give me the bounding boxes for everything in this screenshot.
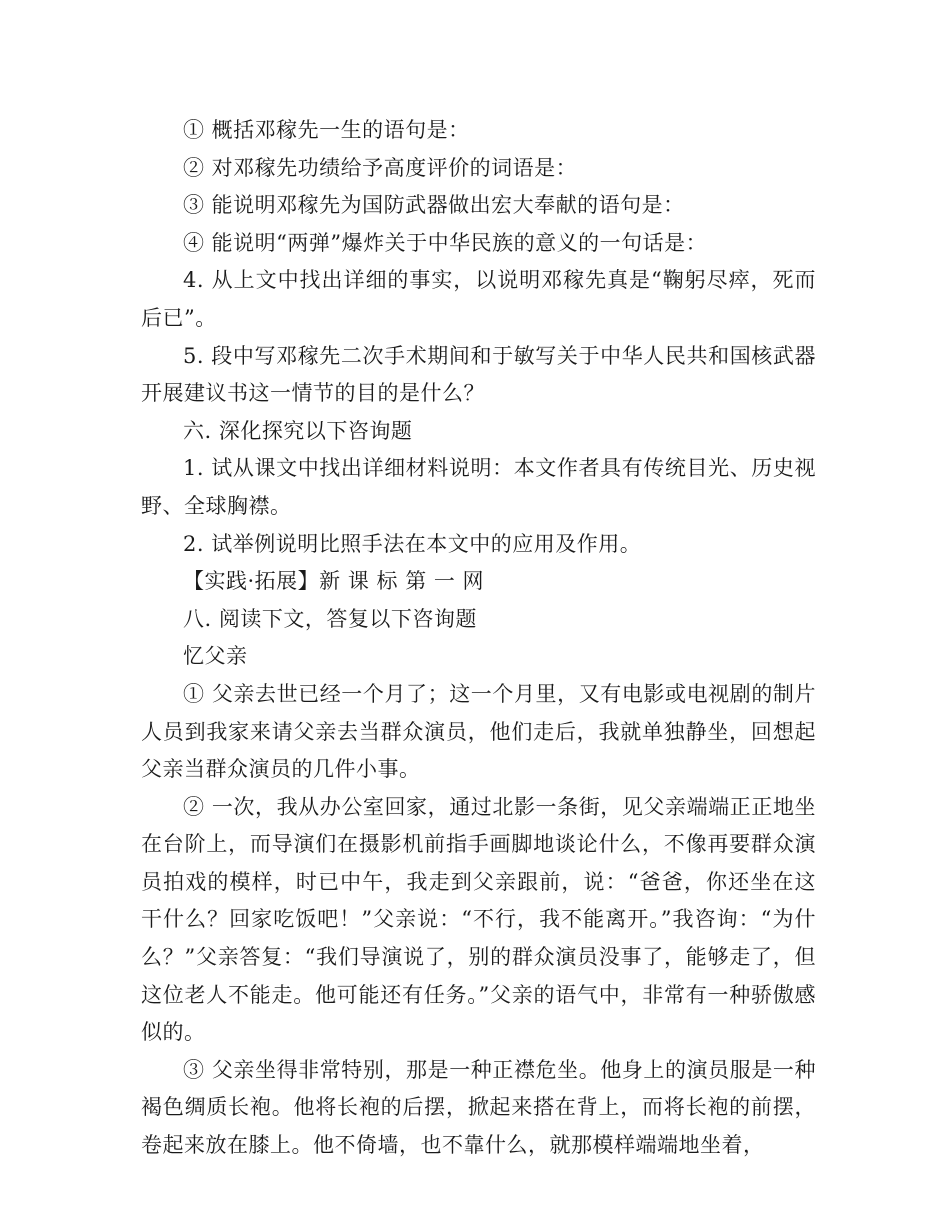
section-heading-practice: 【实践·拓展】新 课 标 第 一 网	[183, 569, 485, 594]
question-6-2: 2. 试举例说明比照手法在本文中的应用及作用。	[183, 531, 642, 556]
section-heading-6: 六. 深化探究以下咨询题	[183, 418, 413, 443]
question-item-3: ③ 能说明邓稼先为国防武器做出宏大奉献的语句是：	[183, 193, 685, 218]
article-title: 忆父亲	[183, 644, 248, 669]
question-item-1: ① 概括邓稼先一生的语句是：	[183, 118, 470, 142]
question-item-4: ④ 能说明“两弹”爆炸关于中华民族的意义的一句话是：	[183, 230, 708, 255]
question-6-1: 1. 试从课文中找出详细材料说明：本文作者具有传统目光、历史视野、全球胸襟。	[141, 456, 816, 518]
question-5: 5. 段中写邓稼先二次手术期间和于敏写关于中华人民共和国核武器开展建议书这一情节的目的是什么？	[141, 343, 816, 406]
question-item-2: ② 对邓稼先功绩给予高度评价的词语是：	[183, 155, 578, 180]
article-paragraph-3: ③ 父亲坐得非常特别，那是一种正襟危坐。他身上的演员服是一种褐色绸质长袍。他将长袍的后摆，掀起来搭在背上，而将长袍的前摆，卷起来放在膝上。他不倚墙，也不靠什么，就那模样端端地坐着，	[141, 1057, 816, 1158]
article-paragraph-2: ② 一次，我从办公室回家，通过北影一条街，见父亲端端正正地坐在台阶上，而导演们在摄影机前指手画脚地谈论什么，不像再要群众演员拍戏的模样，时已中午，我走到父亲跟前，说：“爸爸，你还坐在这干什么？回家吃饭吧！”父亲说：“不行，我不能离开。”我咨询：“为什么？”父亲答复：“我们导演说了，别的群众演员没事了，能够走了，但这位老人不能走。他可能还有任务。”父亲的语气中，非常有一种骄傲感似的。	[141, 794, 816, 1045]
section-heading-8: 八. 阅读下文，答复以下咨询题	[183, 606, 477, 631]
article-paragraph-1: ① 父亲去世已经一个月了；这一个月里，又有电影或电视剧的制片人员到我家来请父亲去当群众演员，他们走后，我就单独静坐，回想起父亲当群众演员的几件小事。	[141, 681, 816, 782]
question-4: 4. 从上文中找出详细的事实，以说明邓稼先真是“鞠躬尽瘁，死而后已”。	[141, 268, 816, 330]
document-body	[141, 112, 816, 1165]
